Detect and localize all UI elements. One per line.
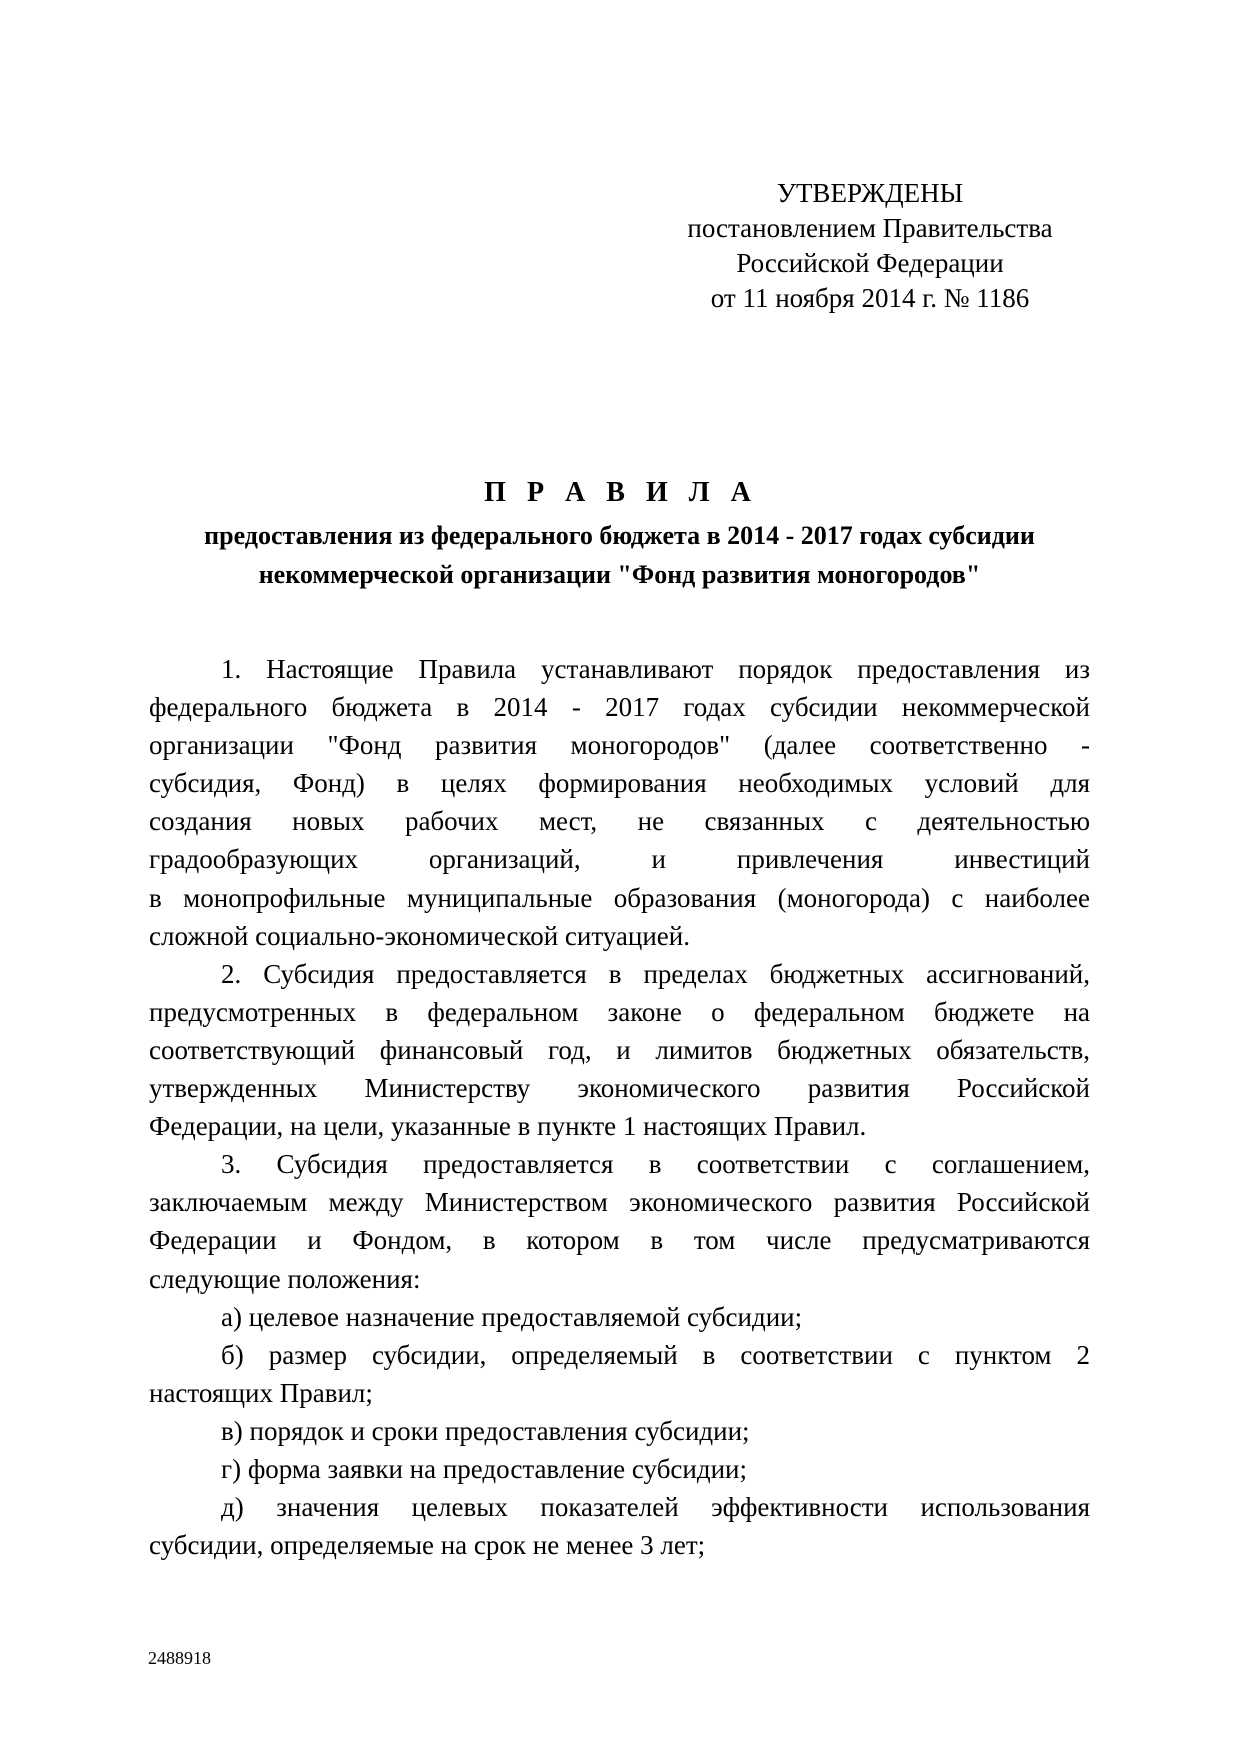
approval-line: УТВЕРЖДЕНЫ (776, 178, 964, 208)
body-line: предусмотренных в федеральном законе о федеральном бюджете на (149, 996, 1090, 1027)
approval-line: Российской Федерации (736, 248, 1004, 278)
body-paragraph (149, 1298, 1090, 1336)
body-line: б) размер субсидии, определяемый в соответствии с пунктом 2 (221, 1339, 1090, 1370)
document-body (149, 650, 1090, 1564)
body-paragraph (149, 1488, 1090, 1564)
body-line: федерального бюджета в 2014 - 2017 годах субсидии некоммерческой (149, 692, 1090, 723)
body-line: в монопрофильные муниципальные образования (моногорода) с наиболее (149, 882, 1090, 913)
approval-block (620, 176, 1120, 316)
body-line: следующие положения: (149, 1263, 421, 1294)
body-line: субсидия, Фонд) в целях формирования необходимых условий для (149, 768, 1090, 799)
body-line: создания новых рабочих мест, не связанных с деятельностью (149, 806, 1090, 837)
body-line: д) значения целевых показателей эффективности использования (221, 1492, 1090, 1523)
rules-title-block (149, 472, 1090, 594)
rules-subtitle-line: предоставления из федерального бюджета в 2014 - 2017 годах субсидии (204, 521, 1035, 550)
body-line: 1. Настоящие Правила устанавливают порядок предоставления из (221, 654, 1090, 684)
body-line: организации "Фонд развития моногородов" (далее соответственно - (149, 730, 1090, 761)
body-line: 3. Субсидия предоставляется в соответствии с соглашением, (221, 1149, 1090, 1180)
body-paragraph (149, 1145, 1090, 1297)
body-line: 2. Субсидия предоставляется в пределах бюджетных ассигнований, (221, 958, 1090, 989)
body-line: градообразующих организаций, и привлечения инвестиций (149, 844, 1090, 875)
body-line: Федерации и Фондом, в котором в том числе предусматриваются (149, 1225, 1090, 1256)
rules-subtitle (149, 516, 1090, 594)
rules-title: П Р А В И Л А (484, 477, 755, 508)
body-line: утвержденных Министерству экономического развития Российской (149, 1073, 1090, 1104)
body-paragraph (149, 1450, 1090, 1488)
body-line: заключаемым между Министерством экономического развития Российской (149, 1187, 1090, 1218)
body-paragraph (149, 650, 1090, 955)
body-paragraph (149, 955, 1090, 1145)
body-line: в) порядок и сроки предоставления субсидии; (221, 1415, 750, 1446)
body-line: настоящих Правил; (149, 1377, 373, 1408)
body-paragraph (149, 1336, 1090, 1412)
body-line: г) форма заявки на предоставление субсидии; (221, 1453, 747, 1484)
body-line: сложной социально-экономической ситуацией. (149, 920, 690, 951)
doc-control-number: 2488918 (148, 1648, 211, 1668)
body-paragraph (149, 1412, 1090, 1450)
approval-line: постановлением Правительства (687, 213, 1053, 243)
rules-subtitle-line: некоммерческой организации "Фонд развития моногородов" (258, 560, 981, 589)
approval-line: от 11 ноября 2014 г. № 1186 (710, 283, 1030, 313)
body-line: Федерации, на цели, указанные в пункте 1 настоящих Правил. (149, 1111, 867, 1142)
body-line: соответствующий финансовый год, и лимитов бюджетных обязательств, (149, 1034, 1090, 1065)
body-line: субсидии, определяемые на срок не менее 3 лет; (149, 1530, 706, 1561)
body-line: а) целевое назначение предоставляемой субсидии; (221, 1301, 803, 1332)
